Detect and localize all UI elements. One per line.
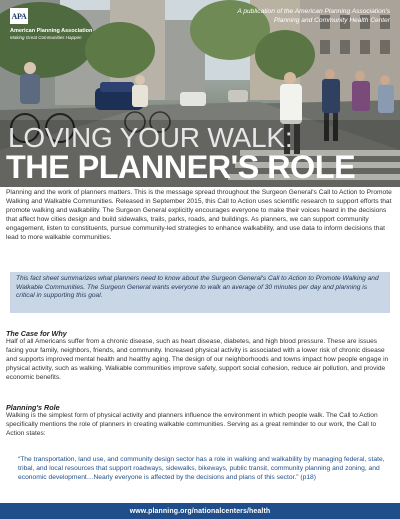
case-for-why-body: Half of all Americans suffer from a chronic disease, such as heart disease, diabetes, and high blood pressure. These are issues facing your family, neighbors, friends, and community. Increased physical activity is associated with a lower risk of chronic disease and supports improved mental health and healthy aging. The design of our neighborhoods and towns impact how people engage in physical activity, such as walking. Walkable communities improve safety, support social cohesion, reduce air pollution, and provide economic benefits. [6, 338, 389, 381]
hero-photo [0, 0, 400, 187]
org-name: American Planning Association [10, 28, 93, 34]
footer-bar [0, 503, 400, 519]
org-tagline: Making Great Communities Happen [10, 35, 82, 40]
publication-credit [210, 8, 390, 25]
call-to-action-quote: “The transportation, land use, and community design sector has a role in walking and walkability by managing federal, state, tribal, and local resources that support roadways, sidewalks, bikeways, public transit, community planning and zoning, and economic development…Nearly everyone is affected by the decisions and plans of this sector.” (p18) [18, 456, 385, 481]
apa-logo-mark: APA [10, 8, 28, 24]
title-line-2: THE PLANNER'S ROLE [6, 149, 356, 185]
title-line-1: LOVING YOUR WALK: [8, 122, 293, 153]
fact-sheet-text: This fact sheet summarizes what planners need to know about the Surgeon General's Call to Action to Promote Walking and Walkable Communities. The Surgeon General wants everyone to walk an average of 30 minutes per day and planning is critical in supporting this goal. [16, 275, 379, 300]
publication-line-2: Planning and Community Health Center [273, 16, 390, 24]
case-for-why-heading: The Case for Why [6, 329, 67, 338]
planners-role-body: Walking is the simplest form of physical activity and planners influence the environment in which people walk. The Call to Action specifically mentions the role of planners in creating walkable communities. Serving as a great reminder to our work, the Call to Action states: [6, 412, 378, 437]
intro-paragraph: Planning and the work of planners matters. This is the message spread throughout the Surgeon General's Call to Action to Promote Walking and Walkable Communities. Released in September 2015, this Call to Action uses scientific research to support efforts that promote walking and walkability. The Surgeon General explicitly encourages everyone to make their voices heard in the decisions that affect how cities design and build sidewalks, trails, parks, roads, and buildings. As planners, we can support community engagement, listen to constituents, pursue community-led strategies to enhance walkability, and use data to inform decisions that lead to more walkable communities. [6, 189, 392, 241]
apa-logo [10, 8, 100, 44]
footer-url-link[interactable]: www.planning.org/nationalcenters/health [129, 507, 271, 515]
publication-line-1: A publication of the American Planning Association's [237, 8, 390, 15]
planners-role-heading: Planning's Role [6, 403, 60, 412]
fact-sheet-callout [10, 272, 390, 313]
